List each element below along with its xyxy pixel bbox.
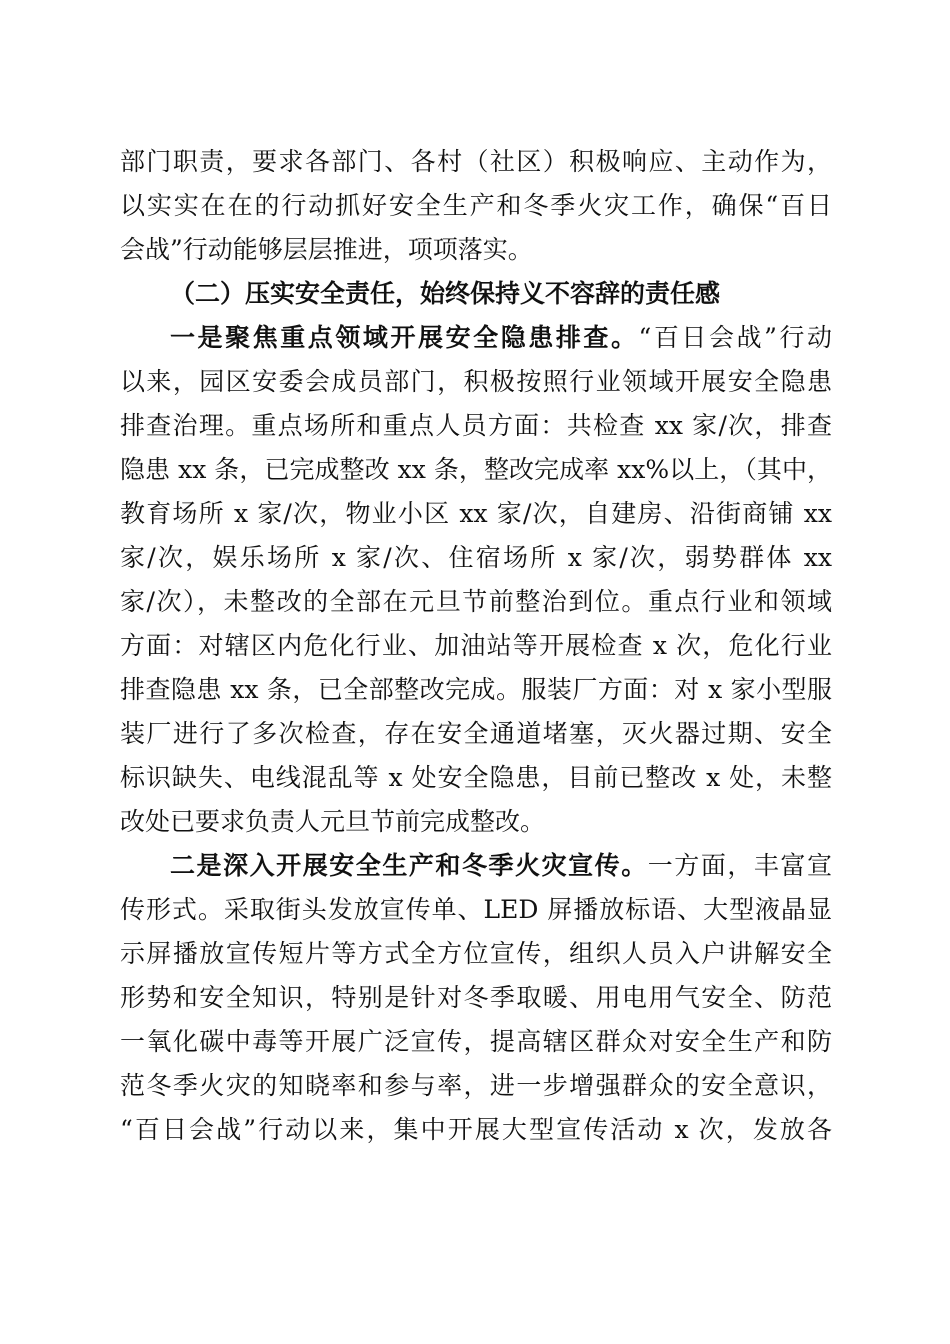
paragraph-1-line: 会战”行动能够层层推进，项项落实。 (120, 235, 533, 264)
paragraph-2-line: 以来，园区安委会成员部门，积极按照行业领域开展安全隐患 (120, 367, 832, 396)
paragraph-2-line: 标识缺失、电线混乱等 x 处安全隐患，目前已整改 x 处，未整 (120, 763, 832, 792)
paragraph-3-line: 传形式。采取街头发放宣传单、LED 屏播放标语、大型液晶显 (120, 895, 832, 924)
paragraph-2-line: 排查隐患 xx 条，已全部整改完成。服装厂方面：对 x 家小型服 (120, 675, 832, 704)
paragraph-3-line: 范冬季火灾的知晓率和参与率，进一步增强群众的安全意识， (120, 1071, 832, 1100)
section-heading: （二）压实安全责任，始终保持义不容辞的责任感 (170, 279, 721, 308)
paragraph-2-line: 家/次，娱乐场所 x 家/次、住宿场所 x 家/次，弱势群体 xx (120, 543, 832, 572)
paragraph-2-lead: 一是聚焦重点领域开展安全隐患排查。 (170, 323, 639, 352)
paragraph-1 (120, 140, 832, 272)
paragraph-2 (120, 316, 832, 844)
paragraph-2-line: 排查治理。重点场所和重点人员方面：共检查 xx 家/次，排查 (120, 411, 832, 440)
paragraph-2-line: 装厂进行了多次检查，存在安全通道堵塞，灭火器过期、安全 (120, 719, 832, 748)
paragraph-2-line: 家/次），未整改的全部在元旦节前整治到位。重点行业和领域 (120, 587, 832, 616)
paragraph-2-line: 隐患 xx 条，已完成整改 xx 条，整改完成率 xx%以上，（其中， (120, 455, 832, 484)
paragraph-2-line: 改处已要求负责人元旦节前完成整改。 (120, 807, 546, 836)
paragraph-3-first-line (120, 844, 832, 888)
paragraph-3-line: 示屏播放宣传短片等方式全方位宣传，组织人员入户讲解安全 (120, 939, 832, 968)
paragraph-2-first-line (120, 316, 832, 360)
document-body (120, 140, 832, 1152)
paragraph-2-line: 方面：对辖区内危化行业、加油站等开展检查 x 次，危化行业 (120, 631, 832, 660)
paragraph-3-line: “百日会战”行动以来，集中开展大型宣传活动 x 次，发放各 (120, 1115, 832, 1144)
paragraph-3 (120, 844, 832, 1152)
paragraph-1-line: 以实实在在的行动抓好安全生产和冬季火灾工作，确保“百日 (120, 191, 832, 220)
paragraph-3-lead: 二是深入开展安全生产和冬季火灾宣传。 (170, 851, 648, 880)
paragraph-3-line: 一氧化碳中毒等开展广泛宣传，提高辖区群众对安全生产和防 (120, 1027, 832, 1056)
paragraph-2-line: 教育场所 x 家/次，物业小区 xx 家/次，自建房、沿街商铺 xx (120, 499, 832, 528)
paragraph-3-line: 形势和安全知识，特别是针对冬季取暖、用电用气安全、防范 (120, 983, 832, 1012)
paragraph-1-line: 部门职责，要求各部门、各村（社区）积极响应、主动作为， (120, 147, 832, 176)
paragraph-2-first-line-rest: “百日会战”行动 (638, 323, 832, 352)
paragraph-3-first-line-rest: 一方面，丰富宣 (647, 851, 832, 880)
